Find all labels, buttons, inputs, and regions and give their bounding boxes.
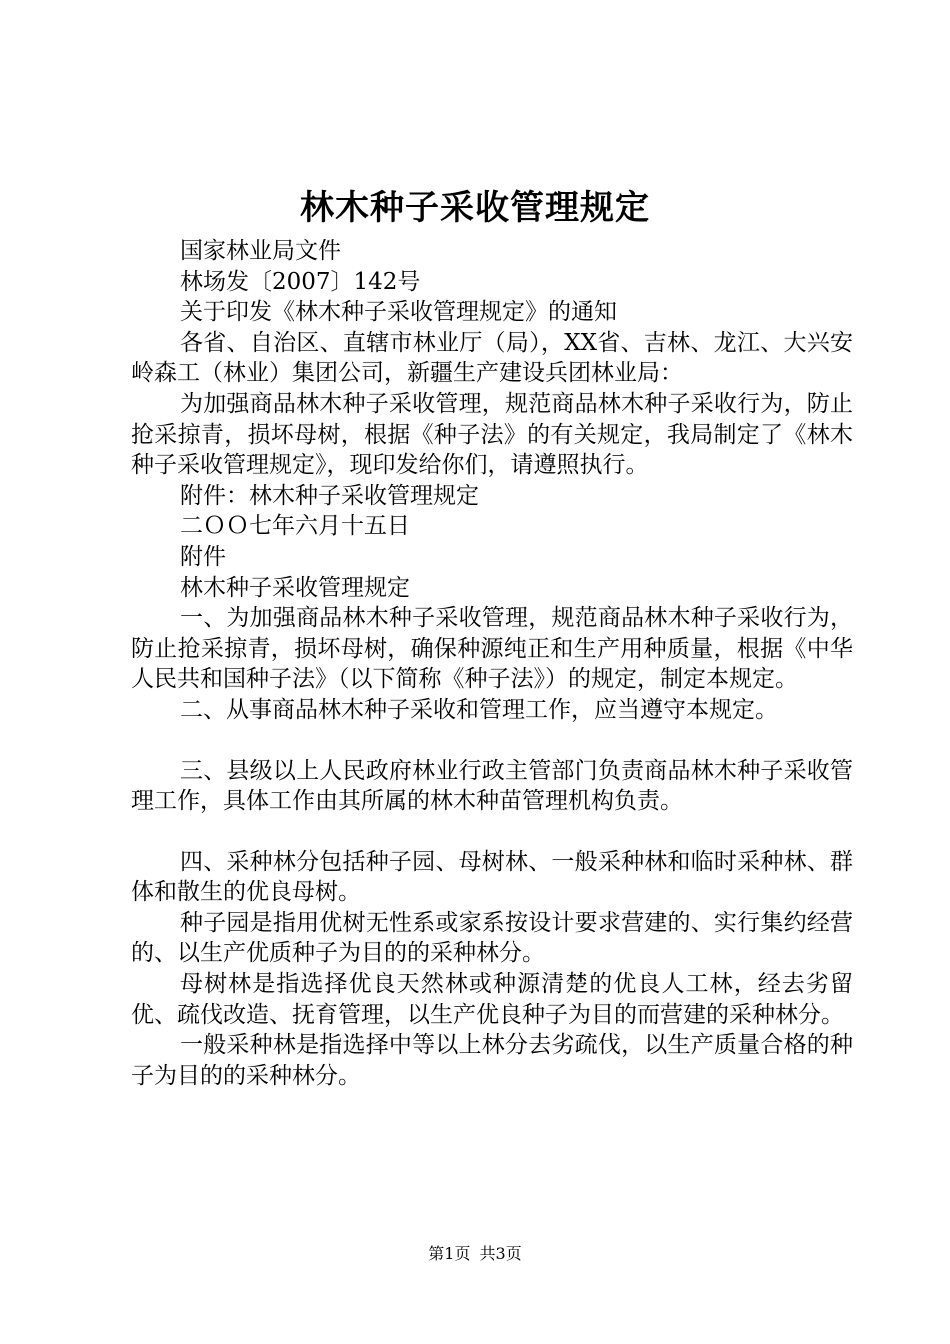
notice-body-paragraph: 为加强商品林木种子采收管理，规范商品林木种子采收行为，防止抢采掠青，损坏母树，根据《种子法》的有关规定，我局制定了《林木种子采收管理规定》，现印发给你们，请遵照执行。 — [131, 390, 853, 479]
document-title: 林木种子采收管理规定 — [300, 188, 650, 228]
general-seed-forest-definition: 一般采种林是指选择中等以上林分去劣疏伐，以生产质量合格的种子为目的的采种林分。 — [131, 1032, 853, 1089]
article-1: 一、为加强商品林木种子采收管理，规范商品林木种子采收行为，防止抢采掠青，损坏母树，确保种源纯正和生产用种质量，根据《中华人民共和国种子法》（以下简称《种子法》）的规定，制定本规定。 — [131, 605, 853, 693]
page-number: 第1页 — [428, 1244, 471, 1263]
seed-orchard-definition: 种子园是指用优树无性系或家系按设计要求营建的、实行集约经营的、以生产优质种子为目的的采种林分。 — [131, 909, 853, 967]
attachment-heading: 附件 — [180, 543, 226, 570]
document-body — [131, 236, 853, 1091]
article-2: 二、从事商品林木种子采收和管理工作，应当遵守本规定。 — [180, 696, 778, 723]
issuer-line: 国家林业局文件 — [180, 238, 341, 264]
paragraph-gap — [131, 726, 853, 756]
date-line: 二ＯＯ七年六月十五日 — [180, 513, 410, 540]
paragraph-gap — [131, 817, 853, 847]
notice-title: 关于印发《林木种子采收管理规定》的通知 — [180, 299, 617, 326]
addressees-paragraph: 各省、自治区、直辖市林业厅（局），XX省、吉林、龙江、大兴安岭森工（林业）集团公司，新疆生产建设兵团林业局： — [131, 329, 853, 387]
document-number: 林场发〔2007〕142号 — [180, 268, 421, 295]
attachment-line: 附件：林木种子采收管理规定 — [180, 482, 479, 509]
article-3: 三、县级以上人民政府林业行政主管部门负责商品林木种子采收管理工作，具体工作由其所属的林木种苗管理机构负责。 — [131, 757, 853, 815]
page-total: 共3页 — [479, 1244, 522, 1263]
article-4: 四、采种林分包括种子园、母树林、一般采种林和临时采种林、群体和散生的优良母树。 — [131, 848, 853, 906]
page-footer — [0, 1243, 950, 1265]
regulation-title: 林木种子采收管理规定 — [180, 574, 410, 601]
mother-tree-forest-definition: 母树林是指选择优良天然林或种源清楚的优良人工林，经去劣留优、疏伐改造、抚育管理，以生产优良种子为目的而营建的采种林分。 — [131, 971, 853, 1028]
